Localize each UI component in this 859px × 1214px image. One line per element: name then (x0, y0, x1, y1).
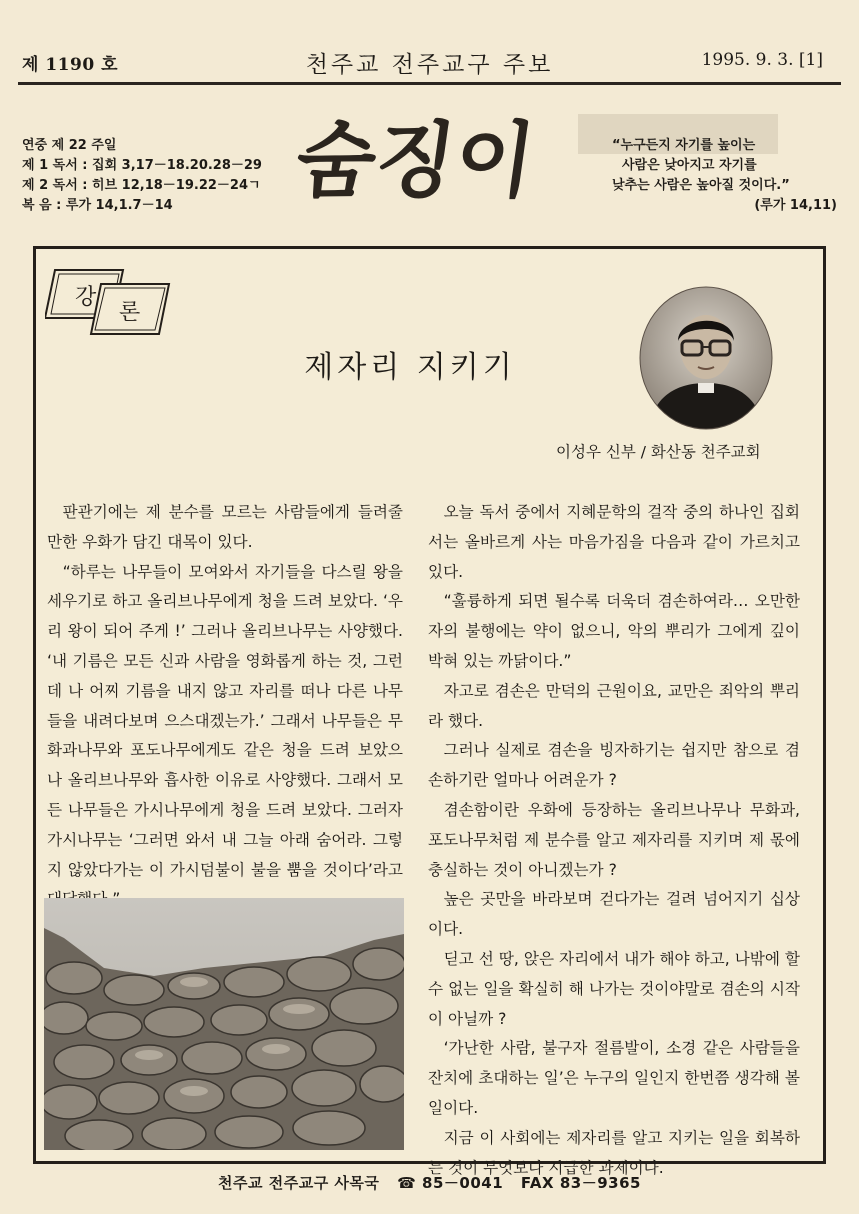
article-paragraph: 겸손함이란 우화에 등장하는 올리브나무나 무화과, 포도나무처럼 제 분수를 알고 제자리를 지키며 제 몫에 충실하는 것이 아니겠는가 ? (428, 800, 800, 879)
article-paragraph: 판관기에는 제 분수를 모르는 사람들에게 들려줄만한 우화가 담긴 대목이 있다. (47, 503, 403, 551)
article-paragraph: 오늘 독서 중에서 지혜문학의 걸작 중의 하나인 집회서는 올바르게 사는 마음가짐을 다음과 같이 가르치고 있다. (428, 503, 800, 581)
section-label-second: 론 (119, 300, 141, 325)
epigraph-line: 사람은 낮아지고 자기를 (622, 158, 757, 173)
footer-fax: FAX 83－9365 (520, 1174, 641, 1192)
readings-block (22, 136, 262, 216)
article-paragraph: 지금 이 사회에는 제자리를 알고 지키는 일을 회복하는 것이 무엇보다 시급한 과제이다. (428, 1128, 800, 1177)
footer-phone: ☎ 85－0041 (397, 1174, 504, 1192)
article-paragraph: 그러나 실제로 겸손을 빙자하기는 쉽지만 참으로 겸손하기란 얼마나 어려운가 ? (428, 741, 800, 790)
epigraph-line: “누구든지 자기를 높이는 (612, 138, 756, 153)
header-rule (18, 82, 841, 85)
masthead-logo (255, 104, 575, 214)
footer-contact (0, 1172, 859, 1193)
article-column-right (428, 498, 800, 1183)
epigraph-source: (루가 14,11) (754, 198, 837, 213)
epigraph (612, 136, 837, 216)
footer-office: 천주교 전주교구 사목국 (218, 1174, 380, 1192)
first-reading: 제 1 독서 : 집회 3,17－18.20.28－29 (22, 158, 262, 173)
gospel-reading: 복 음 : 루가 14,1.7－14 (22, 198, 173, 213)
article-paragraph: “훌륭하게 되면 될수록 더욱더 겸손하여라… 오만한 자의 불행에는 약이 없으니, 악의 뿌리가 그에게 깊이 박혀 있는 까닭이다.” (428, 592, 800, 670)
masthead-title: 숨징이 (289, 114, 541, 209)
epigraph-line: 낮추는 사람은 높아질 것이다.” (612, 178, 790, 193)
liturgical-sunday: 연중 제 22 주일 (22, 138, 117, 153)
issue-number: 제 1190 호 (22, 55, 118, 75)
article-author: 이성우 신부 / 화산동 천주교회 (556, 443, 761, 461)
article-paragraph: 딛고 선 땅, 앉은 자리에서 내가 해야 하고, 나밖에 할 수 없는 일을 확실히 해 나가는 것이야말로 겸손의 시작이 아닐까 ? (428, 949, 800, 1028)
article-paragraph: “하루는 나무들이 모여와서 자기들을 다스릴 왕을 세우기로 하고 올리브나무에게 청을 드려 보았다. ‘우리 왕이 되어 주게 !’ 그러나 올리브나무는 사양했다. ‘내 기름은 모든 신과 사람을 영화롭게 하는 것, 그런데 나 어찌 기름을 내지 않고 자리를 떠나 다른 나무들을 내려다보며 으스대겠는가.’ 그래서 나무들은 무화과나무와 포도나무에게도 같은 청을 드려 보았으나 올리브나무와 흡사한 이유로 사양했다. 그래서 모든 나무들은 가시나무에게 청을 드려 보았다. 그러자 가시나무는 ‘그러면 와서 내 그늘 아래 숨어라. 그렇지 않았다가는 이 가시덤불이 불을 뿜을 것이다’라고 (47, 562, 403, 879)
article-title: 제자리 지키기 (304, 350, 516, 385)
author-portrait (638, 285, 774, 431)
section-label-first: 강 (75, 285, 97, 310)
stone-ruins-photo (44, 898, 404, 1150)
second-reading: 제 2 독서 : 히브 12,18－19.22－24ㄱ (22, 178, 261, 193)
article-paragraph: 자고로 겸손은 만덕의 근원이요, 교만은 죄악의 뿌리라 했다. (428, 681, 800, 730)
issue-date: 1995. 9. 3. [1] (701, 50, 823, 70)
section-label (45, 268, 175, 338)
article-paragraph: 높은 곳만을 바라보며 걷다가는 걸려 넘어지기 십상이다. (428, 890, 800, 939)
paper-title: 천주교 전주교구 주보 (305, 52, 554, 78)
article-paragraph: ‘가난한 사람, 불구자 절름발이, 소경 같은 사람들을 잔치에 초대하는 일’은 누구의 일인지 한번쯤 생각해 볼 일이다. (428, 1039, 800, 1117)
article-column-left (47, 498, 403, 915)
